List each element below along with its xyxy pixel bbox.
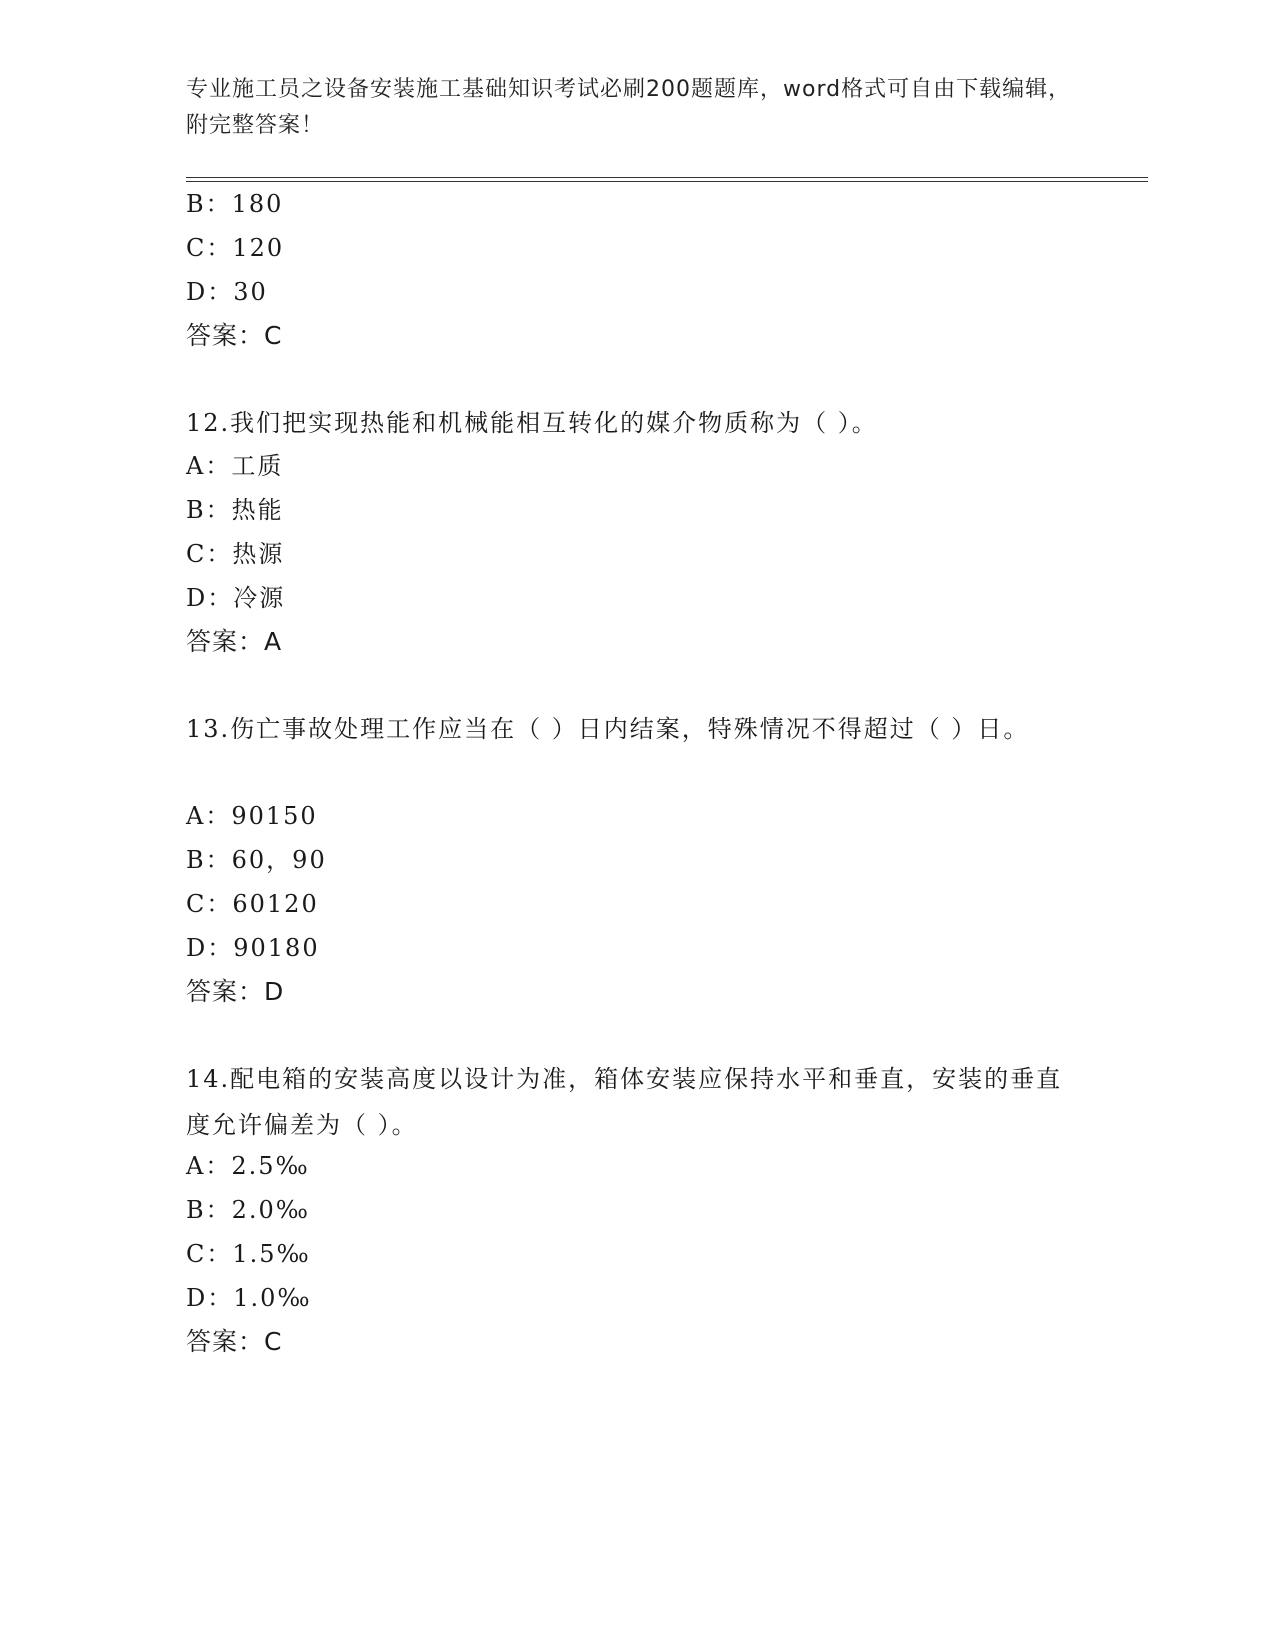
option-line: D：1.0‰: [186, 1284, 312, 1312]
question-text: 12.我们把实现热能和机械能相互转化的媒介物质称为（ ）。: [186, 409, 878, 437]
option-line: C：120: [186, 234, 285, 262]
option-line: A：90150: [186, 802, 318, 830]
option-line: B：60，90: [186, 846, 327, 874]
answer-line: 答案：D: [186, 977, 285, 1006]
header-rule-top: [186, 177, 1148, 178]
option-line: C：热源: [186, 540, 285, 568]
option-line: D：冷源: [186, 584, 286, 612]
option-line: B：2.0‰: [186, 1196, 311, 1224]
option-line: C：60120: [186, 890, 319, 918]
option-line: D：30: [186, 278, 268, 306]
answer-line: 答案：C: [186, 321, 283, 350]
document-header: [186, 72, 1086, 144]
answer-line: 答案：A: [186, 627, 283, 656]
document-title: 专业施工员之设备安装施工基础知识考试必刷200题题库，word格式可自由下载编辑，附完整答案！: [186, 77, 1072, 138]
header-rule-bottom: [186, 181, 1148, 182]
answer-line: 答案：C: [186, 1327, 283, 1356]
option-line: D：90180: [186, 934, 320, 962]
option-line: A：工质: [186, 452, 284, 480]
option-line: B：热能: [186, 496, 284, 524]
option-line: C：1.5‰: [186, 1240, 311, 1268]
question-text: 13.伤亡事故处理工作应当在（ ）日内结案，特殊情况不得超过（ ）日。: [186, 715, 1030, 743]
option-line: B：180: [186, 190, 284, 218]
question-text: 14.配电箱的安装高度以设计为准，箱体安装应保持水平和垂直，安装的垂直度允许偏差为（ ）。: [186, 1065, 1063, 1139]
option-line: A：2.5‰: [186, 1152, 310, 1180]
